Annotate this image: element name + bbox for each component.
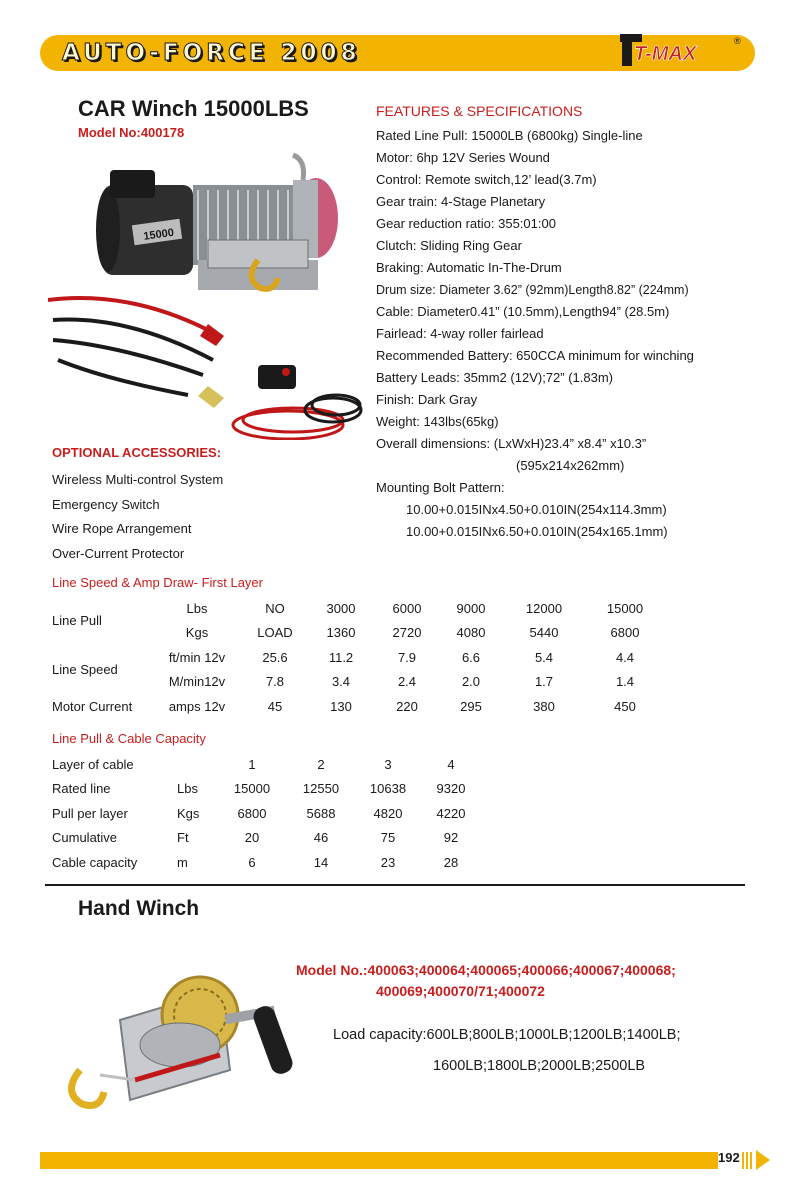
- value-cell: 2.4: [397, 674, 417, 690]
- value-cell: 75: [380, 830, 396, 846]
- value-cell: 45: [267, 698, 283, 714]
- value-cell: 20: [244, 830, 260, 846]
- value-cell: 5440: [529, 625, 559, 641]
- page-number: 192: [718, 1150, 740, 1165]
- table-row: [52, 777, 481, 802]
- value-cell: 6800: [610, 625, 640, 641]
- table-row: [52, 645, 664, 670]
- value-cell: 1: [248, 756, 256, 772]
- feature-item: 10.00+0.015INx4.50+0.010IN(254x114.3mm): [406, 502, 667, 517]
- feature-item: Rated Line Pull: 15000LB (6800kg) Single-line: [376, 128, 643, 143]
- value-cell: 2720: [392, 625, 422, 641]
- feature-item: Clutch: Sliding Ring Gear: [376, 238, 522, 253]
- unit-cell: Lbs: [186, 600, 208, 616]
- car-winch-title: CAR Winch 15000LBS: [78, 96, 309, 121]
- value-cell: 25.6: [262, 649, 288, 665]
- hand-winch-title: Hand Winch: [78, 897, 200, 920]
- row-label: Layer of cable: [52, 756, 134, 772]
- feature-item: Control: Remote switch,12’ lead(3.7m): [376, 172, 597, 187]
- accessory-item: Wireless Multi-control System: [52, 472, 224, 487]
- value-cell: 7.9: [397, 649, 417, 665]
- row-label: Rated line: [52, 781, 111, 797]
- value-cell: 4.4: [615, 649, 635, 665]
- features-heading: FEATURES & SPECIFICATIONS: [376, 103, 583, 119]
- speed-amp-table: [52, 596, 664, 719]
- value-cell: 6800: [237, 805, 267, 821]
- hand-winch-models: Model No.:400063;400064;400065;400066;400067;400068; 400069;400070/71;400072: [296, 962, 676, 999]
- feature-item: Gear train: 4-Stage Planetary: [376, 194, 546, 209]
- value-cell: 5688: [306, 805, 336, 821]
- value-cell: 380: [533, 698, 555, 714]
- unit-cell: ft/min 12v: [168, 649, 226, 665]
- value-cell: 295: [460, 698, 482, 714]
- table-row: [52, 850, 481, 875]
- value-cell: 12000: [525, 600, 563, 616]
- unit-cell: Lbs: [177, 781, 198, 797]
- unit-cell: M/min12v: [168, 674, 226, 690]
- value-cell: 2.0: [461, 674, 481, 690]
- value-cell: 92: [443, 830, 459, 846]
- feature-item: Battery Leads: 35mm2 (12V);72” (1.83m): [376, 370, 613, 385]
- value-cell: 6000: [392, 600, 422, 616]
- unit-cell: Kgs: [185, 625, 209, 641]
- section-divider: [45, 884, 745, 886]
- speed-table-heading: Line Speed & Amp Draw- First Layer: [52, 575, 263, 590]
- row-label: Line Speed: [52, 662, 118, 677]
- value-cell: 4: [447, 756, 455, 772]
- unit-cell: amps 12v: [168, 698, 226, 714]
- feature-item: Braking: Automatic In-The-Drum: [376, 260, 562, 275]
- features-list: [376, 125, 776, 543]
- svg-text:®: ®: [734, 36, 741, 46]
- value-cell: 23: [380, 854, 396, 870]
- feature-item: (595x214x262mm): [516, 458, 625, 473]
- value-cell: 3.4: [331, 674, 351, 690]
- value-cell: 10638: [369, 781, 407, 797]
- value-cell: 4820: [373, 805, 403, 821]
- row-label: Line Pull: [52, 613, 102, 628]
- value-cell: 4220: [436, 805, 466, 821]
- table-row: [52, 801, 481, 826]
- feature-item: Finish: Dark Gray: [376, 392, 478, 407]
- footer-stripes: [742, 1152, 754, 1169]
- value-cell: 3000: [326, 600, 356, 616]
- value-cell: 6: [248, 854, 256, 870]
- feature-item: Overall dimensions: (LxWxH)23.4” x8.4” x10.3”: [376, 436, 647, 451]
- accessories-heading: OPTIONAL ACCESSORIES:: [52, 445, 222, 460]
- feature-item: Fairlead: 4-way roller fairlead: [376, 326, 544, 341]
- value-cell: 3: [384, 756, 392, 772]
- catalog-title: AUTO-FORCE 2008: [62, 40, 361, 66]
- value-cell: 12550: [302, 781, 340, 797]
- car-winch-model: Model No:400178: [78, 125, 185, 140]
- row-label: Cumulative: [52, 830, 118, 846]
- unit-cell: Kgs: [177, 805, 200, 821]
- row-label: Cable capacity: [52, 854, 138, 870]
- value-cell: LOAD: [257, 625, 293, 641]
- value-cell: 2: [317, 756, 325, 772]
- table-row: [52, 826, 481, 851]
- value-cell: 9320: [436, 781, 466, 797]
- hand-winch-product-image: [50, 960, 310, 1130]
- footer-bar: [40, 1152, 718, 1169]
- value-cell: 15000: [606, 600, 644, 616]
- feature-item: Gear reduction ratio: 355:01:00: [376, 216, 556, 231]
- value-cell: 28: [443, 854, 459, 870]
- load-capacity-line1: Load capacity:600LB;800LB;1000LB;1200LB;1400LB;: [333, 1027, 681, 1043]
- unit-cell: [177, 752, 217, 777]
- table-row: [52, 596, 664, 621]
- accessories-list: [52, 468, 223, 566]
- value-cell: 9000: [456, 600, 486, 616]
- value-cell: 6.6: [461, 649, 481, 665]
- value-cell: 5.4: [534, 649, 554, 665]
- tmax-logo: [620, 30, 748, 70]
- value-cell: 450: [614, 698, 636, 714]
- table-row: [52, 694, 664, 719]
- value-cell: NO: [265, 600, 285, 616]
- row-label: Motor Current: [52, 698, 133, 714]
- value-cell: 11.2: [328, 649, 354, 665]
- value-cell: 1.7: [534, 674, 554, 690]
- value-cell: 4080: [456, 625, 486, 641]
- unit-cell: Ft: [177, 830, 189, 846]
- table-row: [52, 752, 481, 777]
- feature-item: Cable: Diameter0.41” (10.5mm),Length94” (28.5m): [376, 304, 670, 319]
- cable-capacity-table: [52, 752, 481, 875]
- feature-item: Weight: 143lbs(65kg): [376, 414, 499, 429]
- accessory-item: Wire Rope Arrangement: [52, 521, 192, 536]
- value-cell: 1360: [326, 625, 356, 641]
- unit-cell: m: [177, 854, 188, 870]
- value-cell: 220: [396, 698, 418, 714]
- row-label: Pull per layer: [52, 805, 128, 821]
- capacity-table-heading: Line Pull & Cable Capacity: [52, 731, 206, 746]
- feature-item: Recommended Battery: 650CCA minimum for winching: [376, 348, 694, 363]
- accessory-item: Emergency Switch: [52, 496, 160, 512]
- value-cell: 1.4: [615, 674, 635, 690]
- feature-item: Motor: 6hp 12V Series Wound: [376, 150, 550, 165]
- value-cell: 46: [313, 830, 329, 846]
- svg-text:15000: 15000: [142, 226, 175, 243]
- value-cell: 7.8: [265, 674, 285, 690]
- value-cell: 130: [330, 698, 352, 714]
- accessory-item: Over-Current Protector: [52, 545, 185, 561]
- load-capacity-line2: 1600LB;1800LB;2000LB;2500LB: [433, 1058, 646, 1074]
- feature-item: 10.00+0.015INx6.50+0.010IN(254x165.1mm): [406, 524, 668, 539]
- value-cell: 14: [313, 854, 329, 870]
- car-winch-product-image: [48, 140, 368, 440]
- svg-text:T-MAX: T-MAX: [634, 43, 697, 65]
- feature-item: Drum size: Diameter 3.62” (92mm)Length8.82” (224mm): [376, 283, 689, 297]
- value-cell: 15000: [233, 781, 271, 797]
- feature-item: Mounting Bolt Pattern:: [376, 480, 505, 495]
- next-page-arrow-icon: [756, 1150, 770, 1170]
